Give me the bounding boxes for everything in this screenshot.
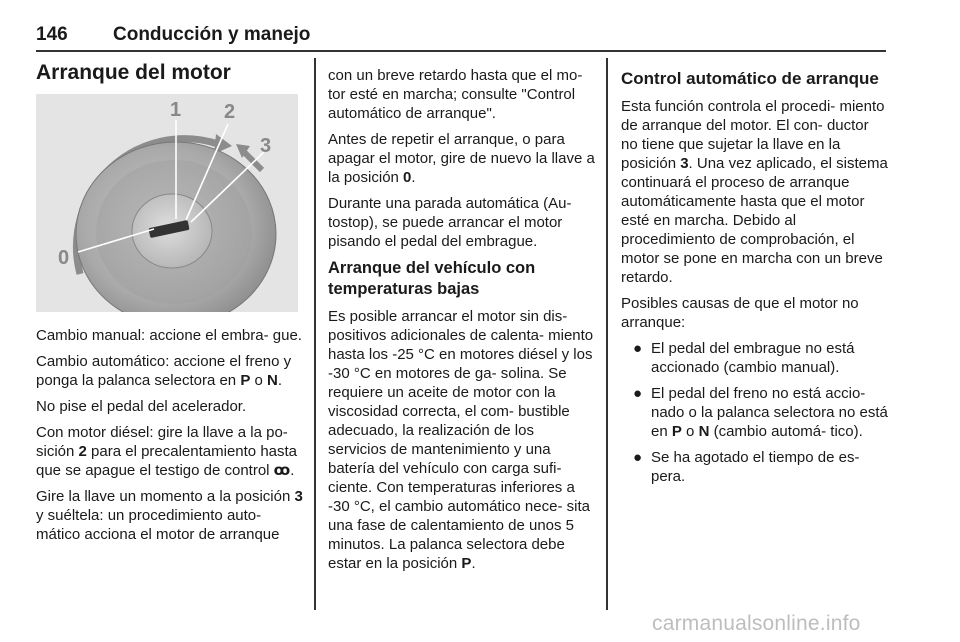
paragraph-low-temp: Es posible arrancar el motor sin dis‑ positivos adicionales de calenta‑ miento hasta los -25 °C en motores diésel y los -30 °C en motores de ga‑ solina. Se requiere un aceite de motor con la viscosidad correcta, el com‑ bustible adecuado, la realización de los servicios de mantenimiento y una batería del vehículo con carga sufi‑ ciente. Con temperaturas inferiores a -30 °C, el cambio automático nece‑ sita una fase de calentamiento de unos 5 minutos. La palanca selectora debe estar en la posición P. — [328, 308, 594, 572]
watermark: carmanualsonline.info — [652, 612, 861, 635]
ignition-switch-figure — [36, 94, 298, 312]
position-label-1: 1 — [170, 99, 182, 121]
page-number: 146 — [36, 24, 68, 45]
column-1 — [36, 60, 304, 551]
position-label-2: 2 — [224, 101, 236, 123]
list-item: ● El pedal del embrague no está accionado (cambio manual). — [633, 340, 855, 376]
paragraph-automatic: Cambio automático: accione el freno y ponga la palanca selectora en P o N. — [36, 353, 292, 389]
paragraph-diesel: Con motor diésel: gire la llave a la po‑ sición 2 para el precalentamiento hasta que se apague el testigo de control ꝏ. — [36, 424, 298, 479]
paragraph-accelerator: No pise el pedal del acelerador. — [36, 398, 247, 415]
column-3 — [621, 66, 889, 493]
causes-list — [621, 339, 889, 486]
paragraph-delay: con un breve retardo hasta que el mo‑ tor esté en marcha; consulte "Control automático de arranque". — [328, 67, 583, 122]
bullet-icon: ● — [633, 449, 643, 466]
chapter-title: Conducción y manejo — [113, 24, 311, 45]
column-divider-1 — [314, 58, 316, 610]
list-item: ● Se ha agotado el tiempo de es‑ pera. — [633, 449, 860, 485]
position-label-0: 0 — [58, 247, 70, 269]
section-title-auto-start: Control automático de arranque — [621, 69, 879, 88]
paragraph-autostop: Durante una parada automática (Au‑ tostop), se puede arrancar el motor pisando el pedal del embrague. — [328, 195, 572, 250]
paragraph-auto-start: Esta función controla el procedi‑ miento de arranque del motor. El con‑ ductor no tiene que sujetar la llave en la posición 3. Una vez aplicado, el sistema continuará el proceso de arranque automáticamente hasta que el motor esté en marcha. Debido al procedimiento de comprobación, el motor se pone en marcha con un breve retardo. — [621, 98, 888, 286]
paragraph-manual: Cambio manual: accione el embra‑ gue. — [36, 327, 302, 344]
bullet-icon: ● — [633, 385, 643, 402]
paragraph-causes: Posibles causas de que el motor no arranque: — [621, 295, 859, 331]
paragraph-repeat-start: Antes de repetir el arranque, o para apagar el motor, gire de nuevo la llave a la posición 0. — [328, 131, 595, 186]
paragraph-turn-key: Gire la llave un momento a la posición 3 y suéltela: un procedimiento auto‑ mático acciona el motor de arranque — [36, 488, 303, 543]
section-title-arranque: Arranque del motor — [36, 61, 231, 84]
position-label-3: 3 — [260, 135, 272, 157]
ignition-switch-illustration — [36, 94, 298, 312]
subsection-title-low-temp: Arranque del vehículo con temperaturas bajas — [328, 259, 536, 298]
glow-plug-icon: ꝏ — [273, 462, 291, 479]
bullet-icon: ● — [633, 340, 643, 357]
column-2 — [328, 66, 596, 580]
header-divider — [36, 50, 886, 52]
column-divider-2 — [606, 58, 608, 610]
list-item: ● El pedal del freno no está accio‑ nado o la palanca selectora no está en P o N (cambio automá‑ tico). — [633, 385, 888, 440]
